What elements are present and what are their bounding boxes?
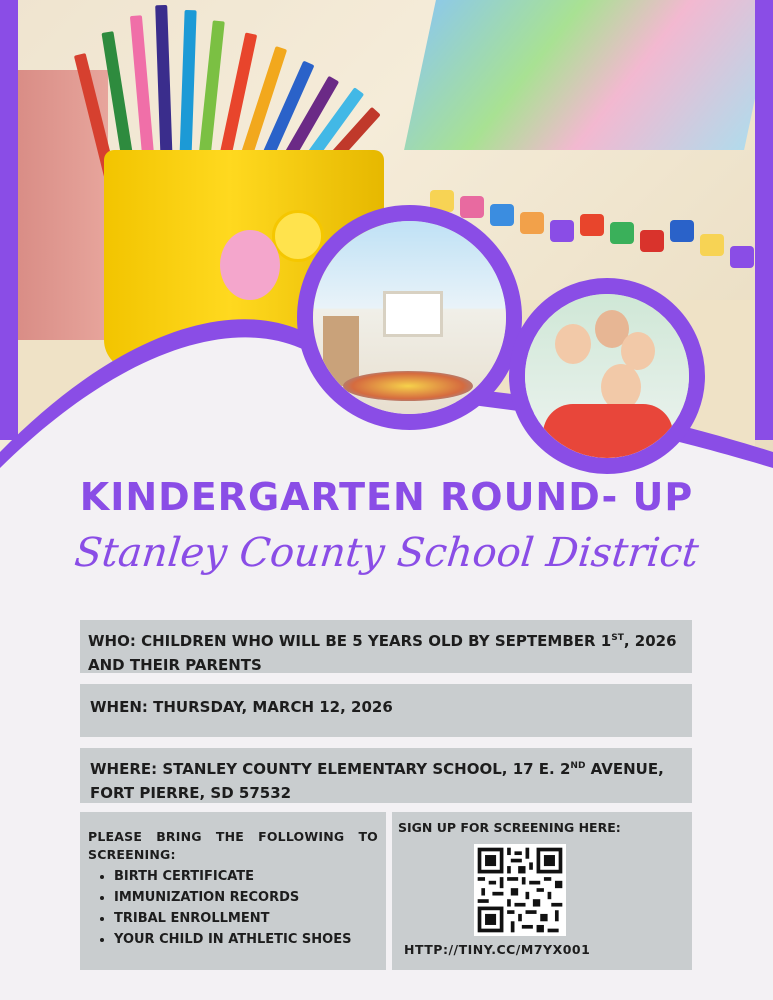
where-text-2: AVENUE, FORT PIERRE, SD 57532 bbox=[90, 760, 664, 802]
who-box bbox=[80, 620, 692, 673]
who-text-2: , 2026 AND THEIR PARENTS bbox=[88, 632, 677, 674]
signup-box bbox=[392, 812, 692, 970]
list-item: • YOUR CHILD IN ATHLETIC SHOES bbox=[114, 929, 378, 950]
list-item: • TRIBAL ENROLLMENT bbox=[114, 908, 378, 929]
where-sup: ND bbox=[570, 761, 586, 771]
who-sup: ST bbox=[611, 633, 624, 643]
bring-intro: PLEASE BRING THE FOLLOWING TO SCREENING: bbox=[88, 829, 378, 862]
where-box bbox=[80, 748, 692, 803]
bring-list bbox=[88, 866, 378, 950]
signup-url[interactable]: HTTP://TINY.CC/M7YX001 bbox=[404, 942, 591, 957]
children-photo bbox=[509, 278, 705, 474]
district-name: Stanley County School District bbox=[72, 530, 701, 576]
signup-heading: SIGN UP FOR SCREENING HERE: bbox=[398, 820, 621, 835]
when-text: WHEN: THURSDAY, MARCH 12, 2026 bbox=[90, 698, 393, 716]
classroom-photo bbox=[297, 205, 522, 430]
when-box bbox=[80, 684, 692, 737]
bring-box bbox=[80, 812, 386, 970]
list-item: • BIRTH CERTIFICATE bbox=[114, 866, 378, 887]
where-text: WHERE: STANLEY COUNTY ELEMENTARY SCHOOL, 17 E. 2 bbox=[90, 760, 571, 778]
page-title: KINDERGARTEN ROUND- UP bbox=[79, 475, 694, 519]
who-text: WHO: CHILDREN WHO WILL BE 5 YEARS OLD BY SEPTEMBER 1 bbox=[88, 632, 612, 650]
qr-code-icon[interactable] bbox=[474, 844, 566, 936]
list-item: • IMMUNIZATION RECORDS bbox=[114, 887, 378, 908]
